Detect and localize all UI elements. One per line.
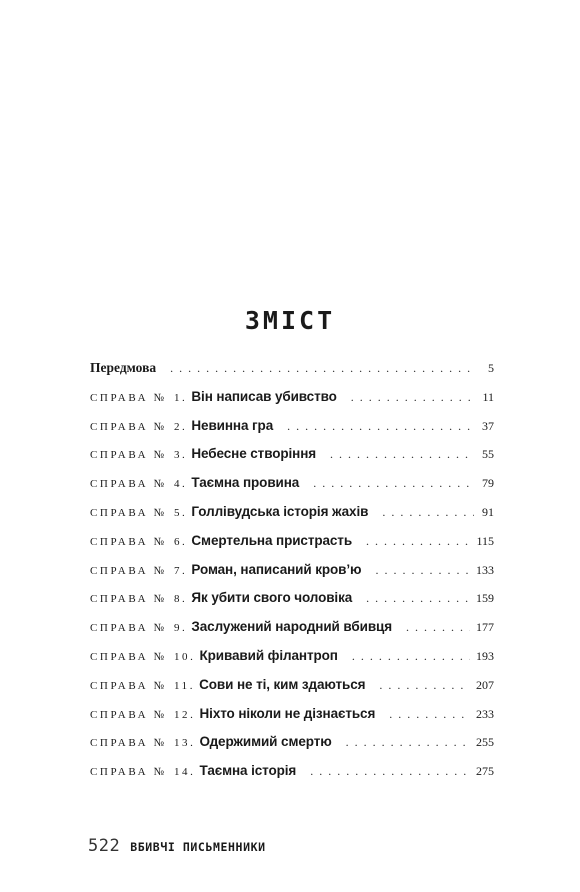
case-prefix: СПРАВА № <box>90 420 167 433</box>
dot-leader <box>366 534 470 549</box>
preface-title: Передмова <box>90 360 157 375</box>
toc-entry-case-1[interactable] <box>90 389 494 418</box>
toc-entry-label <box>90 418 273 434</box>
toc-entry-case-3[interactable] <box>90 446 494 475</box>
dot-leader <box>389 707 470 722</box>
dot-leader <box>379 678 470 693</box>
toc-page-number: 5 <box>488 361 494 375</box>
toc-entry-label <box>90 389 337 405</box>
toc-entry-case-7[interactable] <box>90 562 494 591</box>
toc-entry-label <box>90 706 375 722</box>
case-prefix: СПРАВА № <box>90 564 167 577</box>
toc-page-number: 11 <box>482 389 494 404</box>
dot-leader <box>375 563 470 578</box>
case-prefix: СПРАВА № <box>90 506 167 519</box>
case-title: Сови не ті, ким здаються <box>199 676 366 692</box>
toc-page-number: 37 <box>482 418 494 433</box>
case-prefix: СПРАВА № <box>90 708 167 721</box>
toc-title: ЗМІСТ <box>244 306 336 335</box>
case-number: 6. <box>173 535 188 548</box>
toc-entry-label <box>90 446 316 462</box>
dot-leader <box>287 419 474 434</box>
case-number: 7. <box>173 564 188 577</box>
toc-entry-label <box>90 619 392 635</box>
toc-entry-label <box>90 648 338 664</box>
dot-leader <box>170 361 474 376</box>
toc-page-number: 193 <box>476 648 494 663</box>
dot-leader <box>351 390 474 405</box>
toc-entry-case-14[interactable] <box>90 763 494 792</box>
toc-page-number: 159 <box>476 591 494 606</box>
toc-entry-case-11[interactable] <box>90 677 494 706</box>
case-prefix: СПРАВА № <box>90 622 167 635</box>
case-number: 8. <box>173 593 188 606</box>
dot-leader <box>346 735 470 750</box>
dot-leader <box>313 476 474 491</box>
case-title: Голлівудська історія жахів <box>191 503 369 519</box>
case-title: Таємна провина <box>191 475 300 491</box>
case-title: Роман, написаний кров’ю <box>191 561 362 577</box>
case-title: Він написав убивство <box>191 388 337 404</box>
case-prefix: СПРАВА № <box>90 737 167 750</box>
toc-entry-case-10[interactable] <box>90 648 494 677</box>
case-title: Ніхто ніколи не дізнається <box>199 705 376 721</box>
toc-page-number: 91 <box>482 504 494 519</box>
toc-entry-label <box>90 360 156 376</box>
case-number: 12. <box>173 708 196 721</box>
case-number: 5. <box>173 506 188 519</box>
toc-entry-case-2[interactable] <box>90 418 494 447</box>
page-footer <box>88 836 266 856</box>
case-prefix: СПРАВА № <box>90 650 167 663</box>
case-title: Смертельна пристрасть <box>191 532 353 548</box>
dot-leader <box>310 764 470 779</box>
case-prefix: СПРАВА № <box>90 478 167 491</box>
case-title: Небесне створіння <box>191 446 317 462</box>
toc-page-number: 233 <box>476 706 494 721</box>
toc-entry-preface[interactable] <box>90 360 494 389</box>
toc-page-number: 115 <box>476 533 494 548</box>
toc-page-number: 207 <box>476 677 494 692</box>
case-title: Таємна історія <box>199 763 297 779</box>
toc-entry-case-13[interactable] <box>90 734 494 763</box>
case-prefix: СПРАВА № <box>90 449 167 462</box>
toc-page-number: 55 <box>482 447 494 462</box>
toc-entry-label <box>90 504 368 520</box>
case-title: Одержимий смертю <box>199 734 332 750</box>
case-title: Як убити свого чоловіка <box>191 590 353 606</box>
dot-leader <box>352 649 470 664</box>
toc-entry-label <box>90 677 365 693</box>
table-of-contents <box>90 360 494 792</box>
toc-entry-label <box>90 763 296 779</box>
footer-page-number: 522 <box>88 836 121 856</box>
dot-leader <box>330 447 474 462</box>
dot-leader <box>366 591 470 606</box>
case-prefix: СПРАВА № <box>90 593 167 606</box>
toc-page-number: 275 <box>476 764 494 779</box>
case-prefix: СПРАВА № <box>90 391 167 404</box>
toc-entry-case-4[interactable] <box>90 475 494 504</box>
toc-entry-label <box>90 533 352 549</box>
dot-leader <box>406 620 470 635</box>
toc-entry-label <box>90 590 352 606</box>
case-prefix: СПРАВА № <box>90 535 167 548</box>
toc-page-number: 255 <box>476 735 494 750</box>
toc-page-number: 79 <box>482 476 494 491</box>
case-number: 1. <box>173 391 188 404</box>
toc-entry-label <box>90 475 299 491</box>
toc-entry-case-9[interactable] <box>90 619 494 648</box>
toc-page-number: 177 <box>476 620 494 635</box>
toc-entry-case-12[interactable] <box>90 706 494 735</box>
toc-entry-label <box>90 562 361 578</box>
toc-page-number: 133 <box>476 562 494 577</box>
toc-entry-case-5[interactable] <box>90 504 494 533</box>
case-prefix: СПРАВА № <box>90 766 167 779</box>
case-number: 4. <box>173 478 188 491</box>
toc-entry-case-8[interactable] <box>90 590 494 619</box>
case-title: Заслужений народний вбивця <box>191 619 393 635</box>
case-number: 10. <box>173 650 196 663</box>
case-number: 13. <box>173 737 196 750</box>
case-title: Кривавий філантроп <box>199 647 338 663</box>
case-number: 2. <box>173 420 188 433</box>
case-prefix: СПРАВА № <box>90 679 167 692</box>
footer-book-title: ВБИВЧІ ПИСЬМЕННИКИ <box>130 840 266 854</box>
toc-entry-case-6[interactable] <box>90 533 494 562</box>
case-number: 3. <box>173 449 188 462</box>
case-title: Невинна гра <box>191 417 274 433</box>
toc-entry-label <box>90 734 332 750</box>
case-number: 9. <box>173 622 188 635</box>
case-number: 11. <box>173 679 196 692</box>
case-number: 14. <box>173 766 196 779</box>
dot-leader <box>382 505 474 520</box>
